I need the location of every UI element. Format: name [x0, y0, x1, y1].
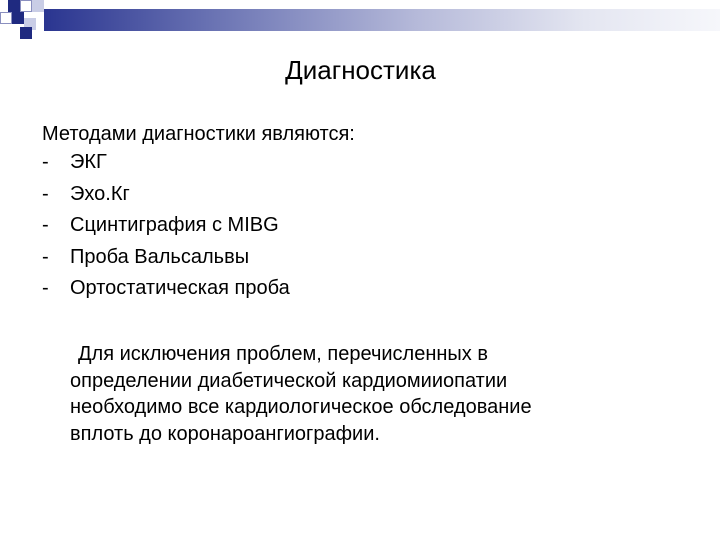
bullet-dash: - [42, 214, 49, 236]
note-line: Для исключения проблем, перечисленных в [78, 343, 488, 365]
bullet-dash: - [42, 277, 49, 299]
methods-list [42, 147, 290, 305]
list-item [42, 273, 290, 305]
decor-square-outline [20, 0, 32, 12]
list-item [42, 147, 290, 179]
decor-square-dark [20, 27, 32, 39]
note-line: вплоть до коронароангиографии. [70, 422, 380, 445]
note-paragraph [70, 341, 670, 447]
list-item-text: Проба Вальсальвы [70, 245, 250, 268]
list-item-text: Сцинтиграфия с MIBG [70, 214, 279, 236]
decor-square-dark [8, 0, 20, 12]
list-item-text: Ортостатическая проба [70, 277, 290, 299]
decor-square-dark [12, 12, 24, 24]
list-item-text: ЭКГ [70, 151, 107, 173]
bullet-dash: - [42, 245, 49, 268]
decor-square-light [32, 0, 44, 12]
slide-title [0, 52, 720, 88]
note-line: необходимо все кардиологическое обследование [70, 396, 532, 418]
slide-title-text: Диагностика [285, 55, 436, 85]
note-line: определении диабетической кардиомииопатии [70, 369, 508, 392]
intro-text: Методами диагностики являются: [42, 123, 355, 145]
list-item [42, 179, 290, 211]
list-item [42, 210, 290, 242]
list-item [42, 242, 290, 274]
bullet-dash: - [42, 151, 49, 173]
header-gradient-bar [44, 9, 720, 31]
list-item-text: Эхо.Кг [70, 182, 130, 205]
decor-square-outline [0, 12, 12, 24]
bullet-dash: - [42, 182, 49, 205]
